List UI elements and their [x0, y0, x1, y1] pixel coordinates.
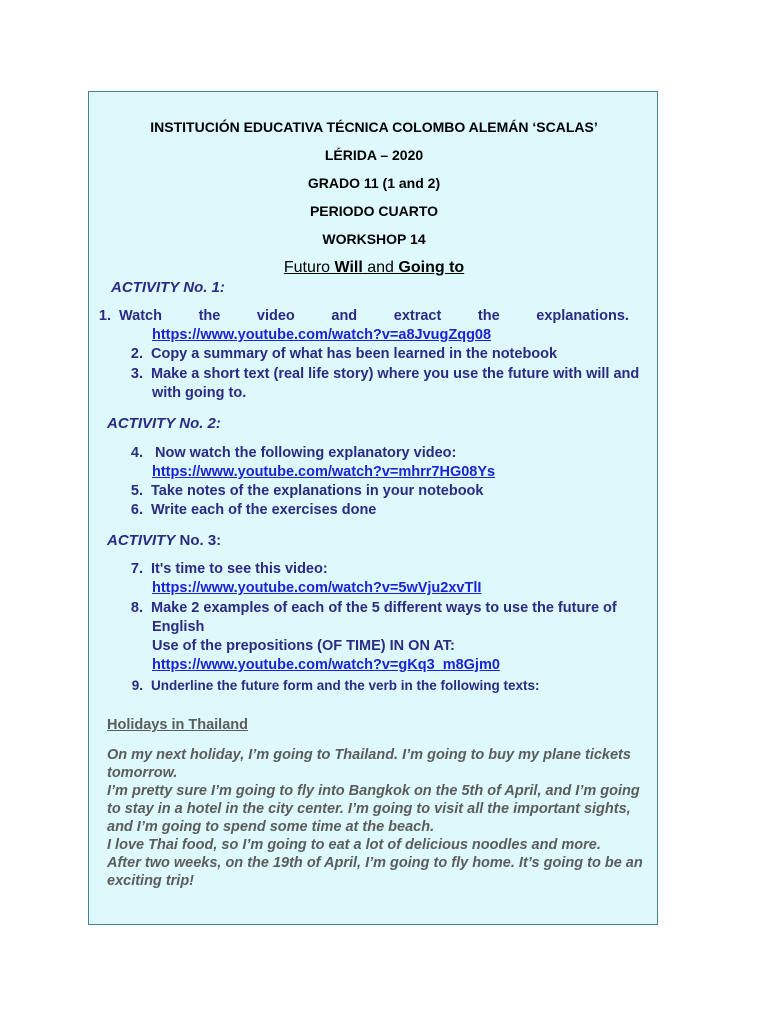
- item-1-text: 1. Watch the video and extract the explanations.: [98, 308, 629, 324]
- story-title: Holidays in Thailand: [107, 717, 248, 733]
- list-item-continuation: Use of the prepositions (OF TIME) IN ON AT:: [152, 638, 455, 654]
- title-going-to: Going to: [398, 259, 465, 276]
- institution-name: INSTITUCIÓN EDUCATIVA TÉCNICA COLOMBO ALEMÁN ‘SCALAS’: [150, 119, 598, 135]
- story-line: exciting trip!: [107, 873, 195, 889]
- list-item: 7. It's time to see this video:: [130, 561, 328, 577]
- title-will: Will: [334, 259, 363, 276]
- page-title: Futuro Will and Going to: [283, 259, 465, 276]
- story-line: tomorrow.: [107, 765, 178, 781]
- activity-3-heading: ACTIVITY No. 3:: [107, 532, 222, 549]
- list-item: 3. Make a short text (real life story) where you use the future with will and: [130, 366, 640, 382]
- story-line: and I’m going to spend some time at the beach.: [107, 819, 435, 835]
- video-link-4[interactable]: https://www.youtube.com/watch?v=gKq3_m8Gjm0: [152, 657, 500, 673]
- list-item: 2. Copy a summary of what has been learned in the notebook: [130, 346, 558, 362]
- list-item-continuation: English: [152, 619, 205, 635]
- story-line: On my next holiday, I’m going to Thailand. I’m going to buy my plane tickets: [107, 747, 631, 763]
- list-item: 8. Make 2 examples of each of the 5 different ways to use the future of: [130, 600, 617, 616]
- location-year: LÉRIDA – 2020: [324, 147, 424, 163]
- video-link-3[interactable]: https://www.youtube.com/watch?v=5wVju2xvTlI: [152, 580, 482, 596]
- list-item: 5. Take notes of the explanations in your notebook: [130, 483, 484, 499]
- story-line: I’m pretty sure I’m going to fly into Bangkok on the 5th of April, and I’m going: [107, 783, 640, 799]
- document-page: [88, 91, 658, 925]
- period: PERIODO CUARTO: [309, 203, 439, 219]
- list-item-continuation: with going to.: [152, 385, 247, 401]
- grade: GRADO 11 (1 and 2): [307, 175, 441, 191]
- activity-1-heading: ACTIVITY No. 1:: [111, 279, 225, 296]
- story-line: After two weeks, on the 19th of April, I’m going to fly home. It’s going to be an: [107, 855, 643, 871]
- video-link-1[interactable]: https://www.youtube.com/watch?v=a8JvugZqg08: [152, 327, 492, 343]
- video-link-2[interactable]: https://www.youtube.com/watch?v=mhrr7HG08Ys: [152, 464, 496, 480]
- list-item: 4. Now watch the following explanatory video:: [130, 445, 457, 461]
- story-line: I love Thai food, so I’m going to eat a lot of delicious noodles and more.: [107, 837, 601, 853]
- list-item: 6. Write each of the exercises done: [130, 502, 377, 518]
- list-item: 9. Underline the future form and the verb in the following texts:: [131, 678, 540, 693]
- list-item: [98, 308, 629, 324]
- workshop: WORKSHOP 14: [322, 231, 426, 247]
- activity-2-heading: ACTIVITY No. 2:: [107, 415, 221, 432]
- story-line: to stay in a hotel in the city center. I’m going to visit all the important sights,: [107, 801, 631, 817]
